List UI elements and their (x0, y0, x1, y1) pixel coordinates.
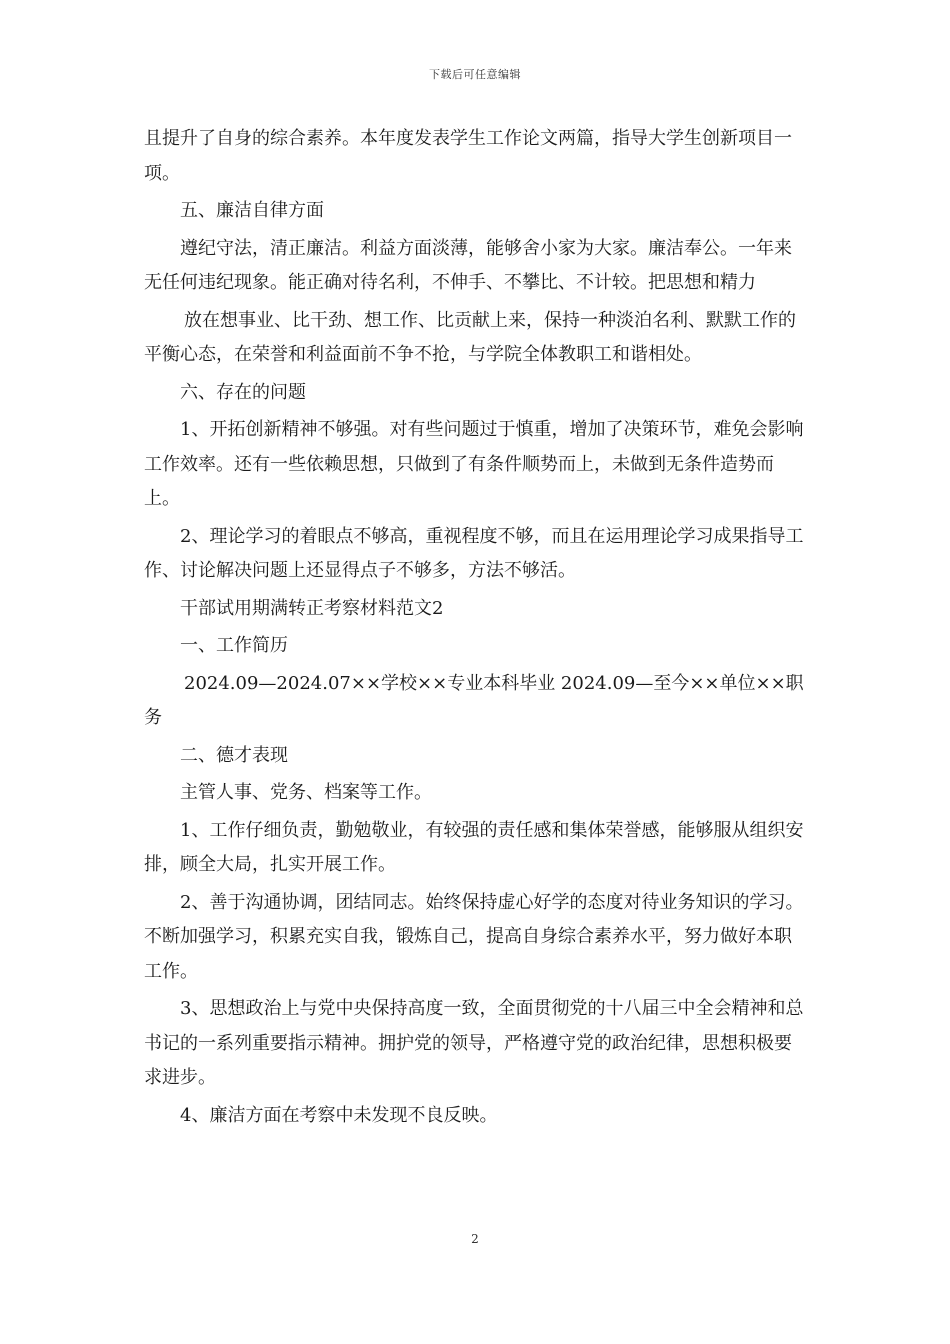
paragraph-performance-1: 1、工作仔细负责，勤勉敬业，有较强的责任感和集体荣誉感，能够服从组织安排，顾全大局，扎实开展工作。 (144, 819, 804, 875)
section-heading-performance: 二、德才表现 (180, 744, 288, 766)
document-body (144, 122, 808, 1136)
paragraph-performance-4: 4、廉洁方面在考察中未发现不良反映。 (180, 1104, 498, 1126)
section-heading-integrity: 五、廉洁自律方面 (180, 200, 324, 221)
paragraph-integrity: 遵纪守法，清正廉洁。利益方面淡薄，能够舍小家为大家。廉洁奉公。一年来无任何违纪现象。能正确对待名利，不伸手、不攀比、不计较。把思想和精力 (144, 237, 792, 293)
page-number: 2 (471, 1232, 479, 1246)
section-heading-resume: 一、工作简历 (180, 635, 288, 656)
document-subtitle: 干部试用期满转正考察材料范文2 (180, 597, 444, 619)
paragraph-performance-2: 2、善于沟通协调，团结同志。始终保持虚心好学的态度对待业务知识的学习。不断加强学习，积累充实自我，锻炼自己，提高自身综合素养水平，努力做好本职工作。 (144, 891, 804, 982)
paragraph-problem-1: 1、开拓创新精神不够强。对有些问题过于慎重，增加了决策环节，难免会影响工作效率。还有一些依赖思想，只做到了有条件顺势而上，未做到无条件造势而上。 (144, 419, 804, 509)
paragraph-performance-3: 3、思想政治上与党中央保持高度一致，全面贯彻党的十八届三中全会精神和总书记的一系列重要指示精神。拥护党的领导，严格遵守党的政治纪律，思想积极要求进步。 (144, 998, 804, 1088)
page-header: 下载后可任意编辑 (429, 68, 521, 81)
paragraph-duties: 主管人事、党务、档案等工作。 (180, 782, 432, 803)
paragraph-problem-2: 2、理论学习的着眼点不够高，重视程度不够，而且在运用理论学习成果指导工作、讨论解决问题上还显得点子不够多，方法不够活。 (144, 525, 804, 581)
paragraph-resume: 2024.09—2024.07××学校××专业本科毕业 2024.09—至今××单位××职务 (144, 672, 804, 728)
paragraph-continuation: 且提升了自身的综合素养。本年度发表学生工作论文两篇，指导大学生创新项目一项。 (144, 128, 792, 184)
section-heading-problems: 六、存在的问题 (180, 381, 306, 403)
paragraph-integrity-continued: 放在想事业、比干劲、想工作、比贡献上来，保持一种淡泊名利、默默工作的平衡心态，在荣誉和利益面前不争不抢，与学院全体教职工和谐相处。 (144, 309, 796, 365)
